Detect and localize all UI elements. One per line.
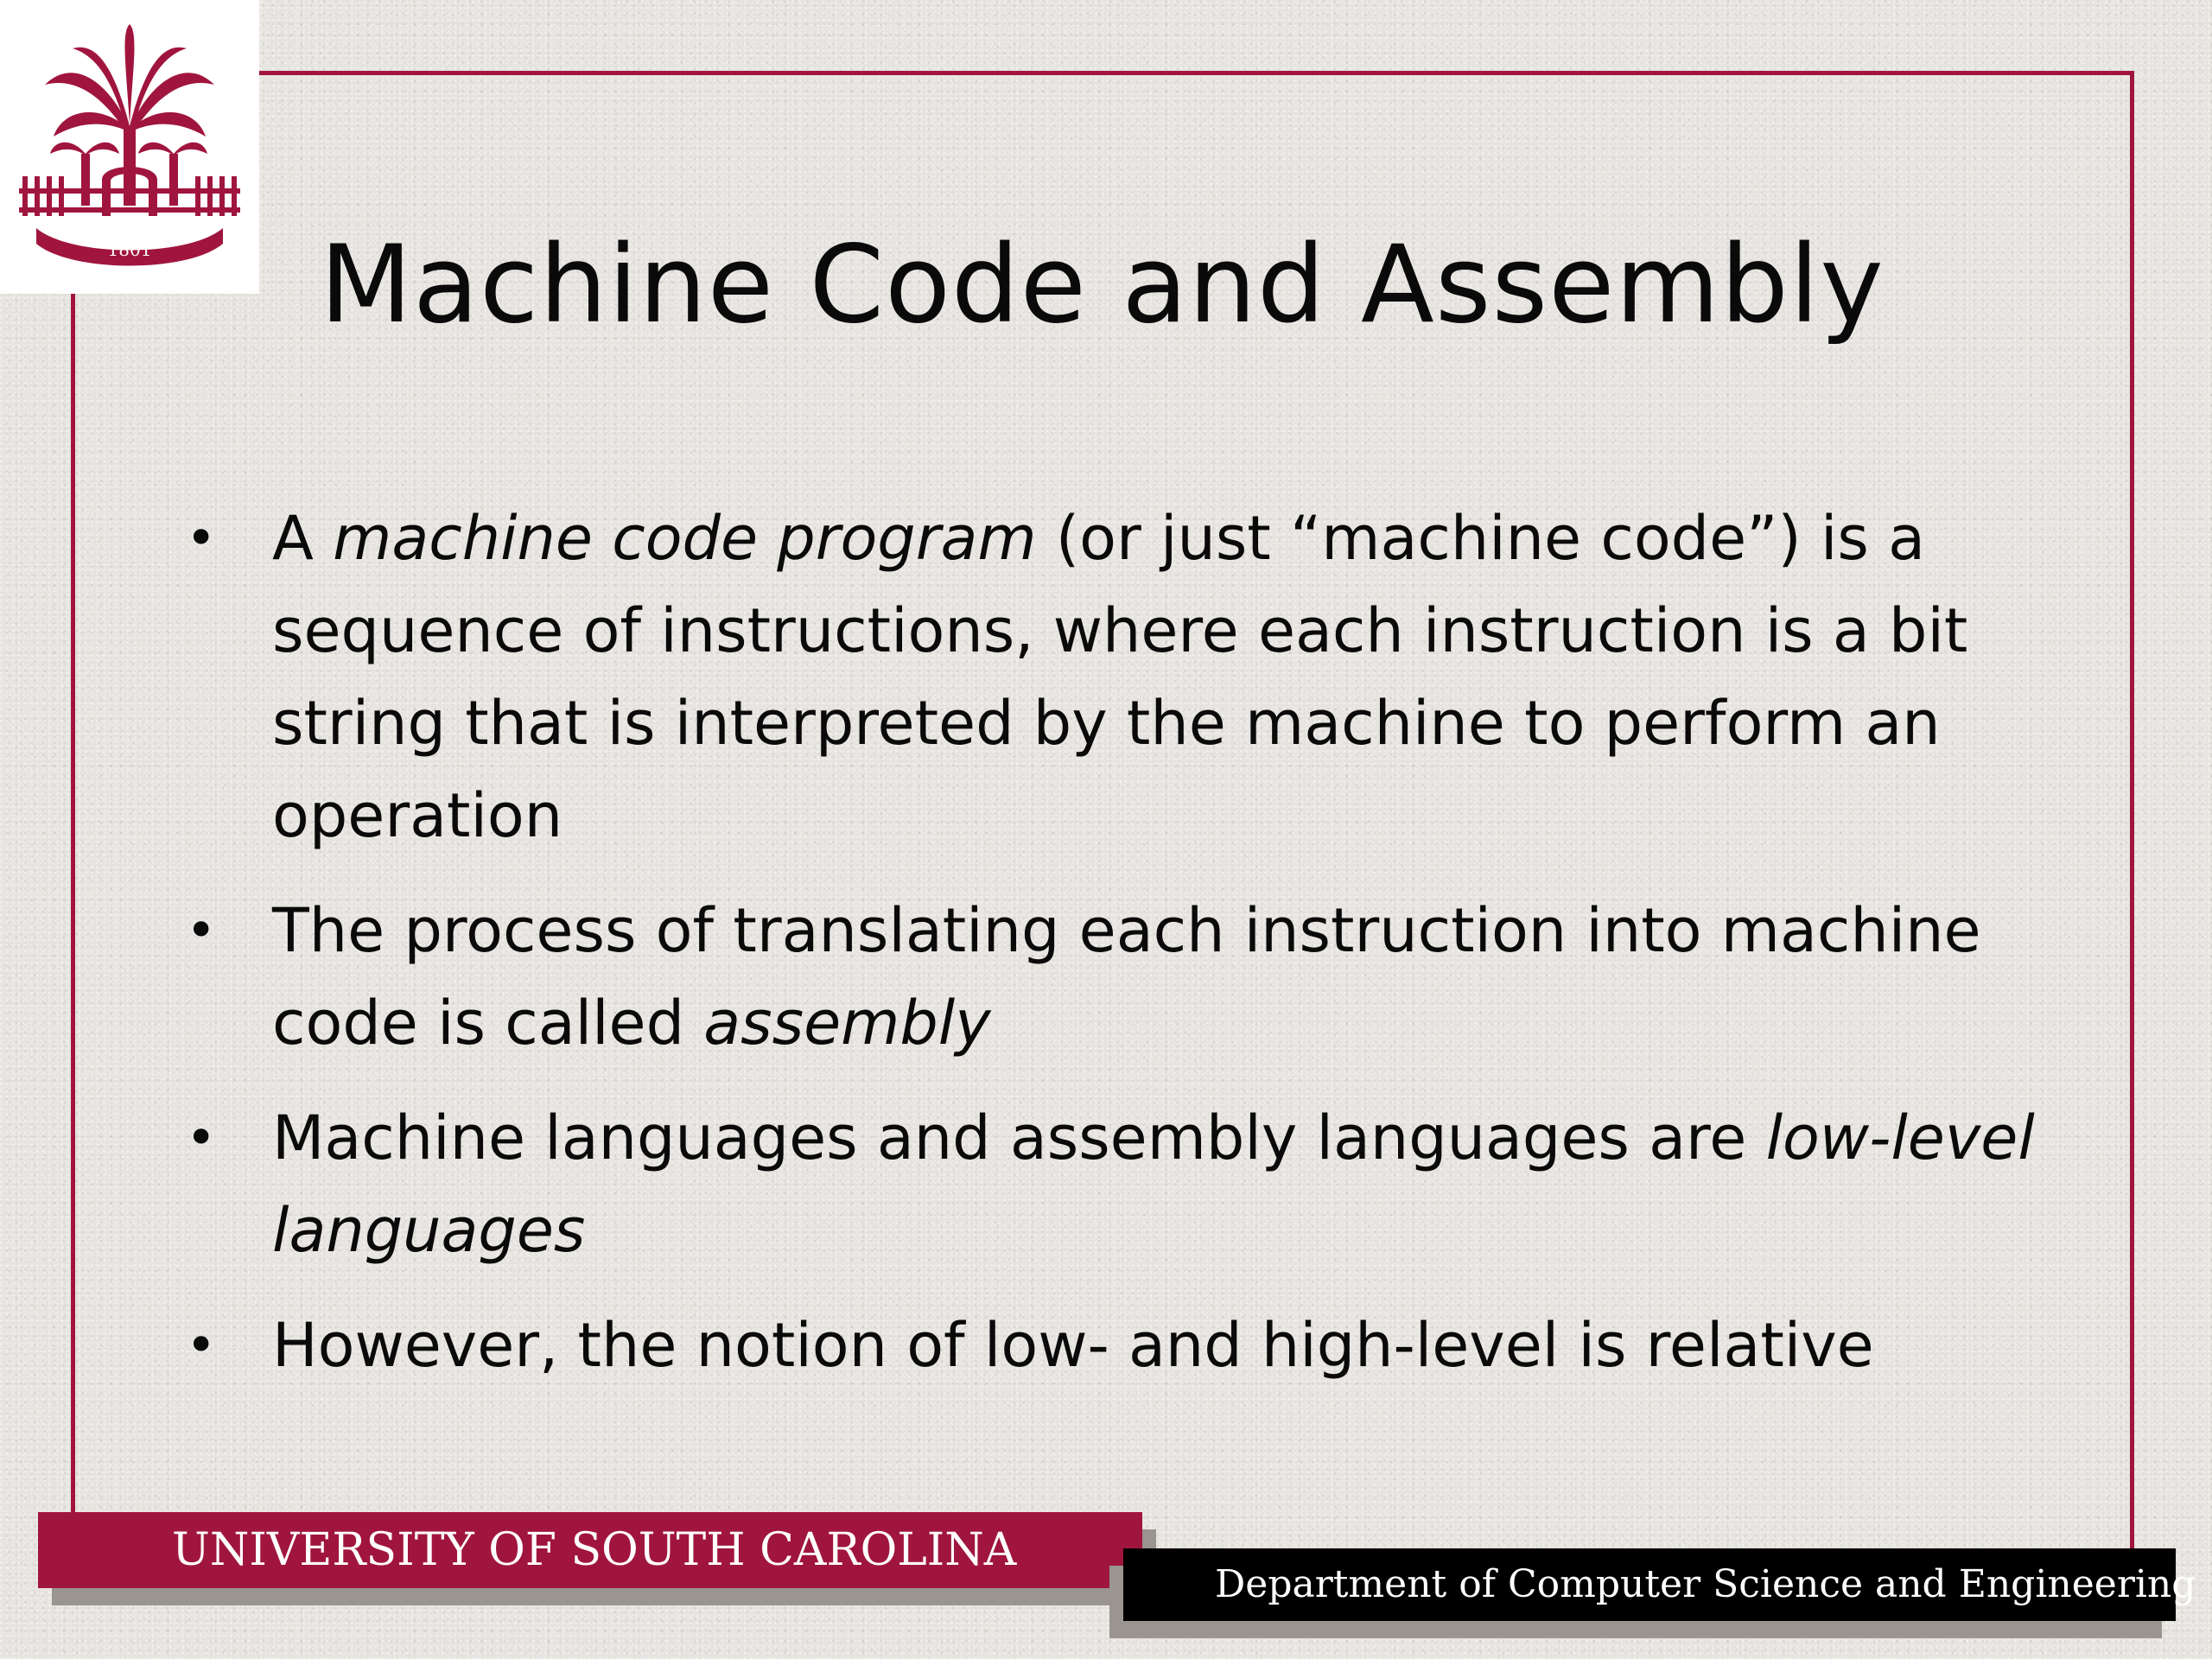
logo-year: 1801 xyxy=(107,239,152,260)
bullet-list xyxy=(186,493,2104,1414)
bullet-text: However, the notion of low- and high-level is relative xyxy=(272,1310,1874,1381)
department-name: Department of Computer Science and Engineering xyxy=(1215,1562,2196,1606)
bullet-item xyxy=(186,885,2104,1070)
bullet-dot-icon: • xyxy=(186,1108,217,1168)
bullet-dot-icon: • xyxy=(186,900,217,961)
bullet-item xyxy=(186,493,2104,862)
bullet-dot-icon: • xyxy=(186,508,217,569)
bullet-text: Machine languages and assembly languages are xyxy=(272,1103,1766,1173)
logo xyxy=(0,0,259,294)
bullet-item xyxy=(186,1092,2104,1277)
university-banner xyxy=(38,1512,1142,1588)
bullet-dot-icon: • xyxy=(186,1315,217,1376)
department-banner xyxy=(1123,1548,2196,1621)
bullet-item xyxy=(186,1300,2104,1392)
usc-palmetto-seal-icon xyxy=(19,24,240,275)
university-name: UNIVERSITY OF SOUTH CAROLINA xyxy=(172,1524,1017,1576)
bullet-emphasis: machine code program xyxy=(333,503,1037,574)
slide-title: Machine Code and Assembly xyxy=(320,223,1885,347)
bullet-text: The process of translating each instruction into machine code is called xyxy=(272,895,1981,1058)
bullet-emphasis: low-level languages xyxy=(272,1103,2035,1266)
bullet-text: A xyxy=(272,503,334,574)
bullet-text: (or just “machine code”) is a sequence of instructions, where each instruction is a bit string that is interpreted by the machine to perform an operation xyxy=(272,503,1968,851)
bullet-emphasis: assembly xyxy=(703,988,991,1058)
